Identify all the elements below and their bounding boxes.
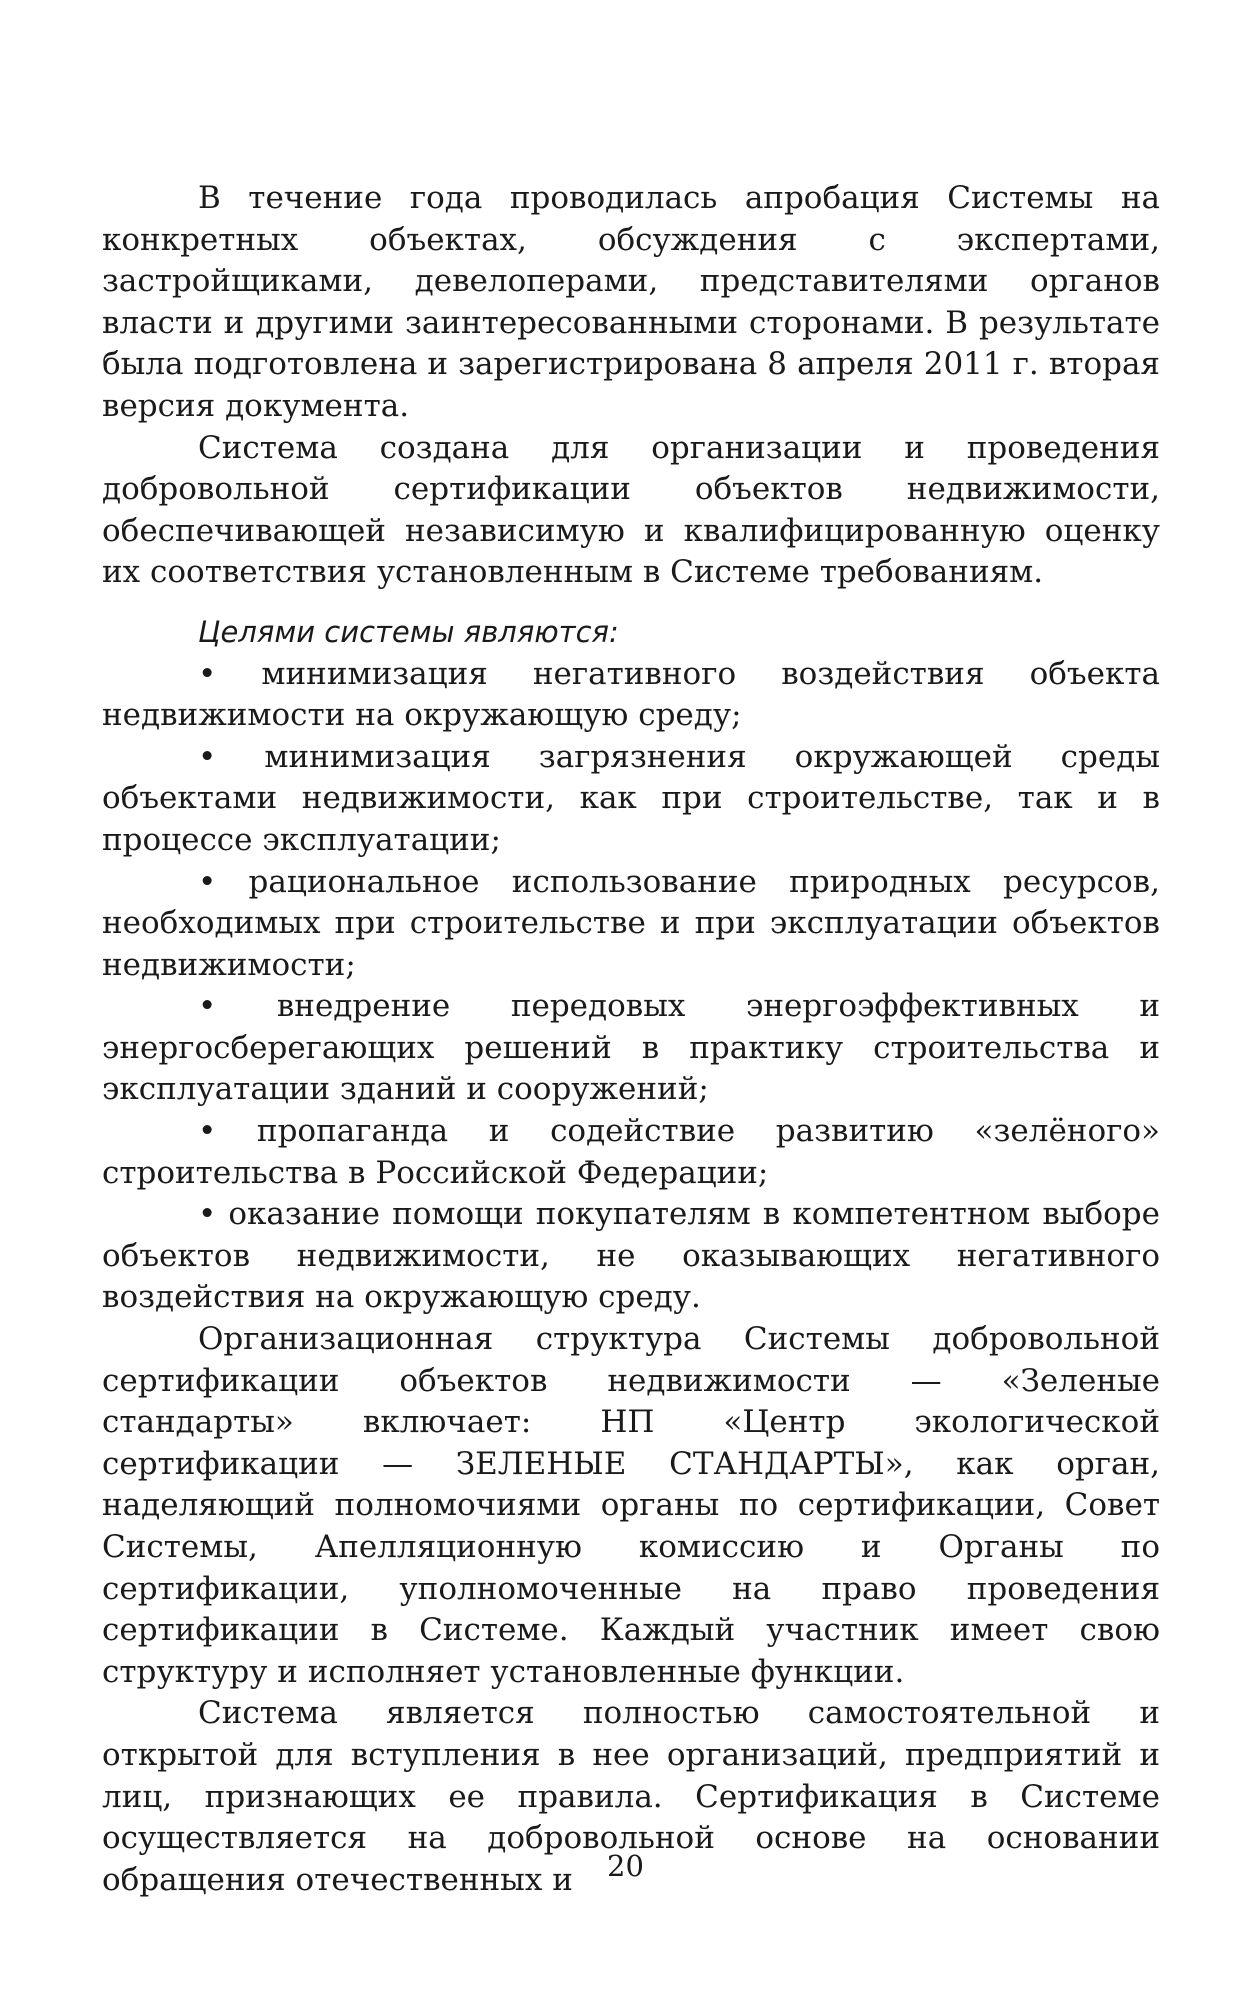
goal-item-3: • рациональное использование природных ресурсов, необходимых при строительстве и при эксплуатации объектов недвижимости; [102,863,1160,983]
paragraph-org-structure: Организационная структура Системы добровольной сертификации объектов недвижимости — «Зеленые стандарты» включает: НП «Центр экологической сертификации — ЗЕЛЕНЫЕ СТАНДАРТЫ», как орган, наделяющий полномочиями органы по сертификации, Совет Системы, Апелляционную комиссию и Органы по сертификации, уполномоченные на право проведения сертификации в Системе. Каждый участник имеет свою структуру и исполняет установленные функции. [102,1321,1160,1690]
goal-item-6: • оказание помощи покупателям в компетентном выборе объектов недвижимости, не оказывающих негативного воздействия на окружающую среду. [102,1196,1160,1316]
goal-item-1: • минимизация негативного воздействия объекта недвижимости на окружающую среду; [102,655,1160,734]
paragraph-system-purpose: Система создана для организации и проведения добровольной сертификации объектов недвижимости, обеспечивающей независимую и квалифицированную оценку их соответствия установленным в Системе требованиям. [102,429,1160,591]
goal-item-4: • внедрение передовых энергоэффективных и энергосберегающих решений в практику строительства и эксплуатации зданий и сооружений; [102,988,1160,1108]
goal-item-5: • пропаганда и содействие развитию «зелёного» строительства в Российской Федерации; [102,1113,1160,1191]
goals-heading: Целями системы являются: [198,614,619,649]
body-text [102,178,1160,1901]
paragraph-independence: Система является полностью самостоятельной и открытой для вступления в нее организаций, предприятий и лиц, признающих ее правила. Сертификация в Системе осуществляется на добровольной основе на основании обращения отечественных и [102,1695,1160,1898]
goal-item-2: • минимизация загрязнения окружающей среды объектами недвижимости, как при строительстве, так и в процессе эксплуатации; [102,738,1160,858]
paragraph-approbation: В течение года проводилась апробация Системы на конкретных объектах, обсуждения с экспертами, застройщиками, девелоперами, представителями органов власти и другими заинтересованными сторонами. В результате была подготовлена и зарегистрирована 8 апреля 2011 г. вторая версия документа. [102,180,1160,424]
page-number: 20 [607,1849,644,1883]
